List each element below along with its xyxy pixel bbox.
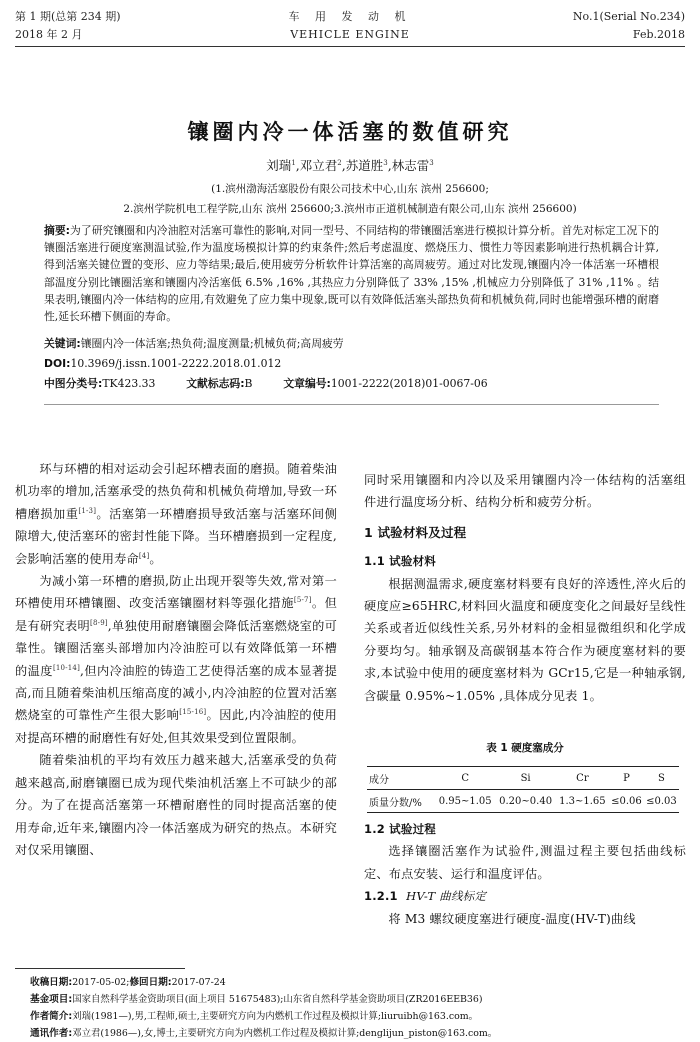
header-issue-right: No.1(Serial No.234) (572, 10, 685, 23)
header-journal-cn: 车 用 发 动 机 (288, 10, 412, 23)
clc-value: TK423.33 (102, 377, 156, 390)
author-2: 邓立君 (299, 158, 338, 173)
footnotes (30, 974, 680, 1042)
header-date-right: Feb.2018 (632, 28, 685, 41)
left-paragraph-2: 为减小第一环槽的磨损,防止出现开裂等失效,常对第一环槽使用环槽镶圈、改变活塞镶圈材料等强化措施[5-7]。但是有研究表明[8-9],单独使用耐磨镶圈会降低活塞燃烧室的可靠性。镶圈活塞头部增加内冷油腔可以有效降低第一环槽的温度[10-14],但内冷油腔的铸造工艺使得活塞的成本显著提高,而且随着柴油机压缩高度的减小,内冷油腔的位置对活塞燃烧室的可靠性产生很大影响[15-16]。因此,内冷油腔的使用对提高环槽的耐磨性有好处,但其效果受到位置限制。 (15, 574, 338, 745)
keywords-text: 镶圈内冷一体活塞;热负荷;温度测量;机械负荷;高周疲劳 (80, 337, 344, 350)
doc-code-label: 文献标志码: (186, 377, 245, 390)
author-1: 刘瑞 (266, 158, 292, 173)
left-paragraph-1: 环与环槽的相对运动会引起环槽表面的磨损。随着柴油机功率的增加,活塞承受的热负荷和机械负荷增加,导致一环槽磨损加重[1-3]。活塞第一环槽磨损导致活塞与活塞环间侧隙增大,使活塞环的密封性能下降。当环槽磨损到一定程度,会影响活塞的使用寿命[4]。 (15, 462, 337, 566)
clc-label: 中图分类号: (44, 377, 103, 390)
abstract-separator (44, 404, 659, 405)
table-row: 质量分数/% 0.95~1.05 0.20~0.40 1.3~1.65 ≤0.06 ≤0.03 (367, 790, 679, 813)
keywords-label: 关键词: (44, 337, 81, 350)
left-paragraph-3: 随着柴油机的平均有效压力越来越大,活塞承受的负荷越来越高,耐磨镶圈已成为现代柴油机活塞上不可缺少的部分。为了在提高活塞第一环槽耐磨性的同时提高活塞的使用寿命,近年来,镶圈内冷一体活塞成为研究的热点。本研究对仅采用镶圈、 (15, 753, 337, 857)
abstract-label: 摘要: (44, 224, 71, 237)
classification-line (44, 376, 659, 392)
footnote-author: 作者简介:刘瑞(1981—),男,工程师,硕士,主要研究方向为内燃机工作过程及模拟计算;liuruibh@163.com。 (30, 1011, 478, 1022)
abstract (44, 222, 659, 325)
doc-code-value: B (244, 377, 253, 390)
right-column (364, 469, 686, 707)
article-number-label: 文章编号: (283, 377, 331, 390)
footnote-dates: 收稿日期:2017-05-02;修回日期:2017-07-24 (30, 977, 226, 988)
author-4: 林志雷 (391, 158, 430, 173)
header-date-left: 2018 年 2 月 (15, 28, 83, 41)
section-1-1-heading: 1.1 试验材料 (364, 554, 436, 569)
right-paragraph-3: 将 M3 螺纹硬度塞进行硬度-温度(HV-T)曲线 (388, 911, 636, 926)
doi-label: DOI: (44, 357, 71, 370)
header-issue-left: 第 1 期(总第 234 期) (15, 10, 121, 23)
right-paragraph-2: 选择镶圈活塞作为试验件,测温过程主要包括曲线标定、布点安装、运行和温度评估。 (364, 844, 686, 881)
affiliation-line-2: 2.滨州学院机电工程学院,山东 滨州 256600;3.滨州市正道机械制造有限公司,山东 滨州 256600) (123, 203, 577, 215)
section-1-2-heading: 1.2 试验过程 (364, 822, 436, 836)
right-paragraph-1: 根据测温需求,硬度塞材料要有良好的淬透性,淬火后的硬度应≥65HRC,材料回火温度和硬度变化之间最好呈线性关系或者近似线性关系,另外材料的金相显微组织和化学成分要均匀。轴承钢及高碳钢基本符合作为硬度塞材料的要求,本试验中使用的硬度塞材料为 GCr15,它是一种轴承钢,含碳量 0.95%~1.05% ,具体成分见表 1。 (364, 576, 686, 703)
table-1-caption: 表 1 硬度塞成分 (486, 742, 564, 754)
abstract-text: 为了研究镶圈和内冷油腔对活塞可靠性的影响,对同一型号、不同结构的带镶圈活塞进行模拟计算分析。首先对标定工况下的镶圈活塞进行硬度塞测温试验,作为温度场模拟计算的约束条件;然后考虑温度、燃烧压力、惯性力等因素影响进行热机耦合计算,得到活塞关键位置的变形、应力等结果;最后,使用疲劳分析软件计算活塞的高周疲劳。通过对比发现,镶圈内冷一体活塞一环槽根部温度分别比镶圈活塞和镶圈内冷活塞低 6.5% ,16% ,其热应力分别降低了 33% ,15% ,机械应力分别降低了 31% ,11% 。结果表明,镶圈内冷一体结构的应用,有效避免了应力集中现象,既可以有效降低活塞头部热负荷和机械负荷,同时也能增强环槽的耐磨性,延长环槽下侧面的寿命。 (44, 224, 659, 324)
right-paragraph-0: 同时采用镶圈和内冷以及采用镶圈内冷一体结构的活塞组件进行温度场分析、结构分析和疲劳分析。 (364, 473, 686, 510)
affiliation-line-1: (1.滨州渤海活塞股份有限公司技术中心,山东 滨州 256600; (211, 183, 489, 195)
table-1 (367, 766, 679, 813)
header-rule (15, 46, 685, 47)
doi-text: 10.3969/j.issn.1001-2222.2018.01.012 (70, 357, 282, 370)
table-header-row: 成分 C Si Cr P S (367, 767, 679, 790)
footnote-fund: 基金项目:国家自然科学基金资助项目(面上项目 51675483);山东省自然科学基金资助项目(ZR2016EEB36) (30, 994, 483, 1005)
article-number-value: 1001-2222(2018)01-0067-06 (330, 377, 488, 390)
header-journal-en: VEHICLE ENGINE (290, 28, 410, 41)
doi (44, 356, 659, 372)
left-column (15, 458, 337, 861)
right-column-lower (364, 818, 686, 930)
paper-title: 镶圈内冷一体活塞的数值研究 (187, 120, 513, 144)
section-1-2-1-heading: 1.2.1 HV-T 曲线标定 (364, 889, 487, 904)
footnote-rule (15, 968, 185, 969)
author-3: 苏道胜 (345, 158, 384, 173)
section-1-heading: 1 试验材料及过程 (364, 524, 467, 540)
keywords (44, 336, 659, 352)
footnote-corresponding: 通讯作者:邓立君(1986—),女,博士,主要研究方向为内燃机工作过程及模拟计算;denglijun_piston@163.com。 (30, 1028, 498, 1039)
author-list: 刘瑞$^1$,邓立君$^2$,苏道胜$^3$,林志雷$^3$ (266, 158, 434, 173)
